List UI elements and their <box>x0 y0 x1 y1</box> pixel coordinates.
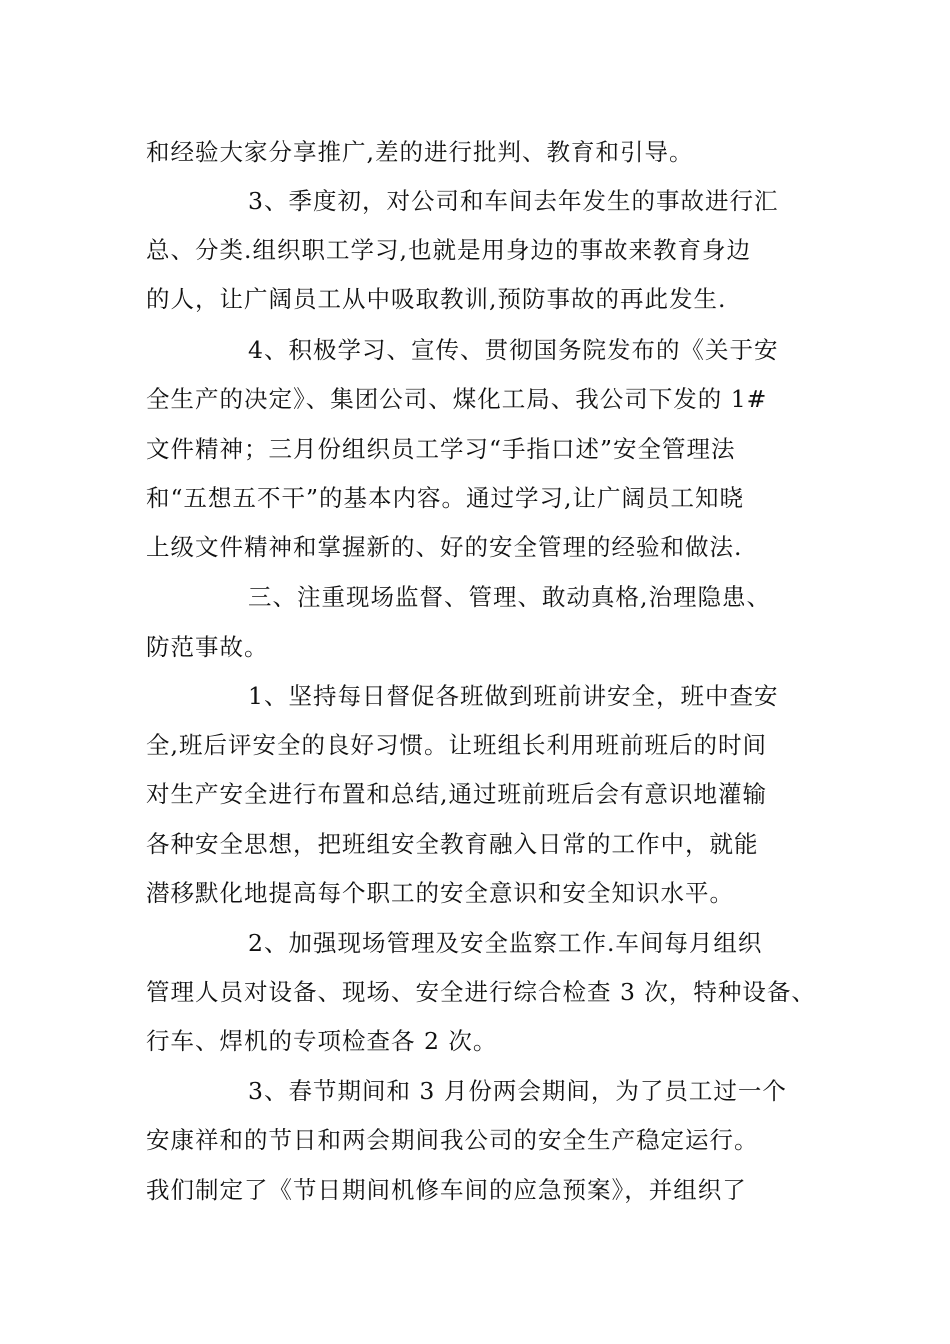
text-line: 4、积极学习、宣传、贯彻国务院发布的《关于安 <box>248 336 779 364</box>
text-line: 的人，让广阔员工从中吸取教训,预防事故的再此发生. <box>146 285 727 313</box>
text-line: 1、坚持每日督促各班做到班前讲安全，班中查安 <box>248 682 779 710</box>
text-line: 安康祥和的节日和两会期间我公司的安全生产稳定运行。 <box>146 1126 759 1154</box>
section-heading: 三、注重现场监督、管理、敢动真格,治理隐患、 <box>248 583 771 611</box>
text-line: 我们制定了《节日期间机修车间的应急预案》，并组织了 <box>146 1176 747 1204</box>
text-line: 和“五想五不干”的基本内容。通过学习,让广阔员工知晓 <box>146 484 744 512</box>
text-line: 各种安全思想，把班组安全教育融入日常的工作中，就能 <box>146 830 759 858</box>
text-line: 对生产安全进行布置和总结,通过班前班后会有意识地灌输 <box>146 780 767 808</box>
text-line: 3、春节期间和 3 月份两会期间，为了员工过一个 <box>248 1077 787 1105</box>
text-line: 3、季度初，对公司和车间去年发生的事故进行汇 <box>248 187 779 215</box>
text-line: 2、加强现场管理及安全监察工作.车间每月组织 <box>248 929 763 957</box>
text-line: 总、分类.组织职工学习,也就是用身边的事故来教育身边 <box>146 236 751 264</box>
text-line: 潜移默化地提高每个职工的安全意识和安全知识水平。 <box>146 879 734 907</box>
text-line: 管理人员对设备、现场、安全进行综合检查 3 次，特种设备、 <box>146 978 816 1006</box>
text-line: 全生产的决定》、集团公司、煤化工局、我公司下发的 1# <box>146 385 768 413</box>
text-line: 全,班后评安全的良好习惯。让班组长利用班前班后的时间 <box>146 731 767 759</box>
section-heading: 防范事故。 <box>146 633 269 661</box>
text-line: 和经验大家分享推广,差的进行批判、教育和引导。 <box>146 138 694 166</box>
text-line: 上级文件精神和掌握新的、好的安全管理的经验和做法. <box>146 533 743 561</box>
text-line: 行车、焊机的专项检查各 2 次。 <box>146 1027 498 1055</box>
text-line: 文件精神；三月份组织员工学习“手指口述”安全管理法 <box>146 435 736 463</box>
